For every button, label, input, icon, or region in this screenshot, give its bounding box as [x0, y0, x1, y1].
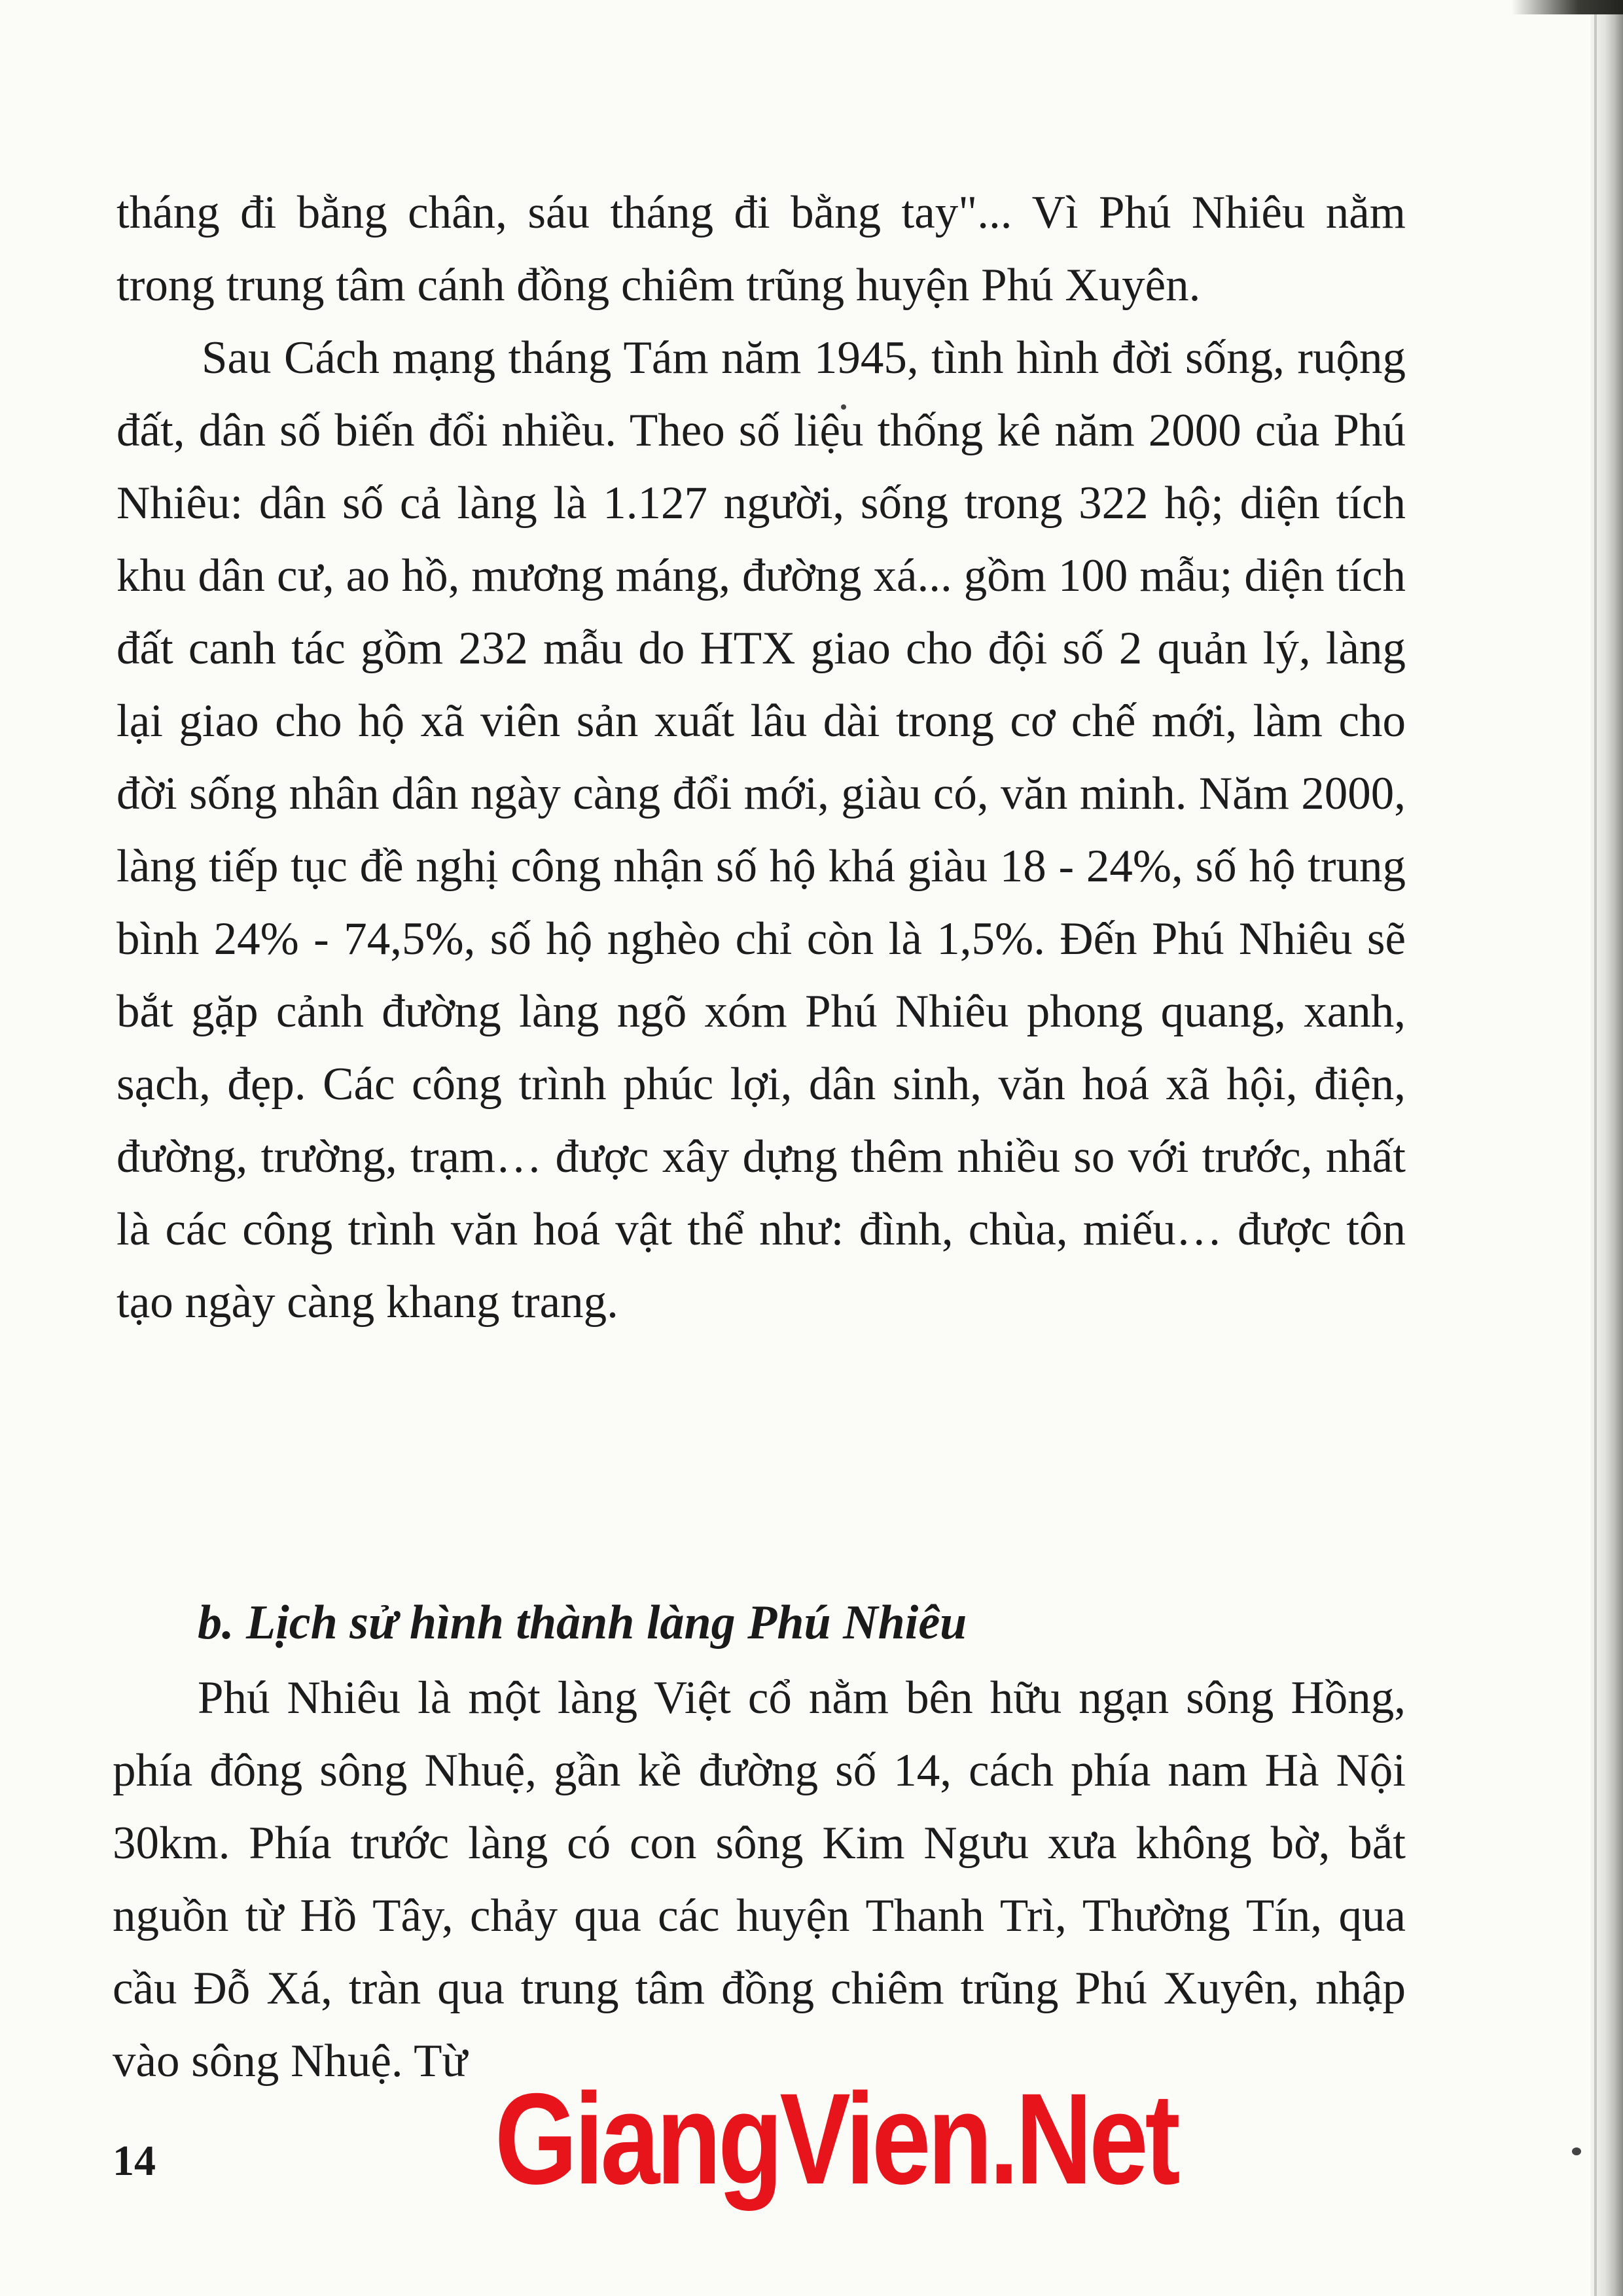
body-text-bottom: [113, 1662, 1406, 2098]
paragraph-continuation: tháng đi bằng chân, sáu tháng đi bằng tay"... Vì Phú Nhiêu nằm trong trung tâm cánh đồng chiêm trũng huyện Phú Xuyên.: [116, 187, 1406, 311]
watermark-logo: GiangVien.Net: [495, 2066, 1177, 2211]
page-edge-line: [1594, 0, 1597, 2296]
scan-speck: [1572, 2147, 1581, 2155]
page-corner-scan-mark: [1512, 0, 1623, 14]
body-text-top: [116, 177, 1406, 1339]
paragraph-history: Phú Nhiêu là một làng Việt cổ nằm bên hữu ngạn sông Hồng, phía đông sông Nhuệ, gần kề đường số 14, cách phía nam Hà Nội 30km. Phía trước làng có con sông Kim Ngưu xưa không bờ, bắt nguồn từ Hồ Tây, chảy qua các huyện Thanh Trì, Thường Tín, qua cầu Đỗ Xá, tràn qua trung tâm đồng chiêm trũng Phú Xuyên, nhập vào sông Nhuệ. Từ: [113, 1672, 1406, 2087]
page-number: 14: [113, 2137, 156, 2185]
section-heading: b. Lịch sử hình thành làng Phú Nhiêu: [198, 1596, 967, 1650]
paragraph-post-1945: Sau Cách mạng tháng Tám năm 1945, tình hình đời sống, ruộng đất, dân số biến đổi nhiều. Theo số liệu thống kê năm 2000 của Phú Nhiêu: dân số cả làng là 1.127 người, sống trong 322 hộ; diện tích khu dân cư, ao hồ, mương máng, đường xá... gồm 100 mẫu; diện tích đất canh tác gồm 232 mẫu do HTX giao cho đội số 2 quản lý, làng lại giao cho hộ xã viên sản xuất lâu dài trong cơ chế mới, làm cho đời sống nhân dân ngày càng đổi mới, giàu có, văn minh. Năm 2000, làng tiếp tục đề nghị công nhận số hộ khá giàu 18 - 24%, số hộ trung bình 24% - 74,5%, số hộ nghèo chỉ còn là 1,5%. Đến Phú Nhiêu sẽ bắt gặp cảnh đường làng ngõ xóm Phú Nhiêu phong quang, xanh, sạch, đẹp. Các công trình phúc lợi, dân sinh, văn hoá xã hội, điện, đường, trường, trạm… được xây dựng thêm nhiều so với trước, nhất là các công trình văn hoá vật thể như: đình, chùa, miếu… được tôn tạo ngày càng khang trang.: [116, 332, 1406, 1328]
